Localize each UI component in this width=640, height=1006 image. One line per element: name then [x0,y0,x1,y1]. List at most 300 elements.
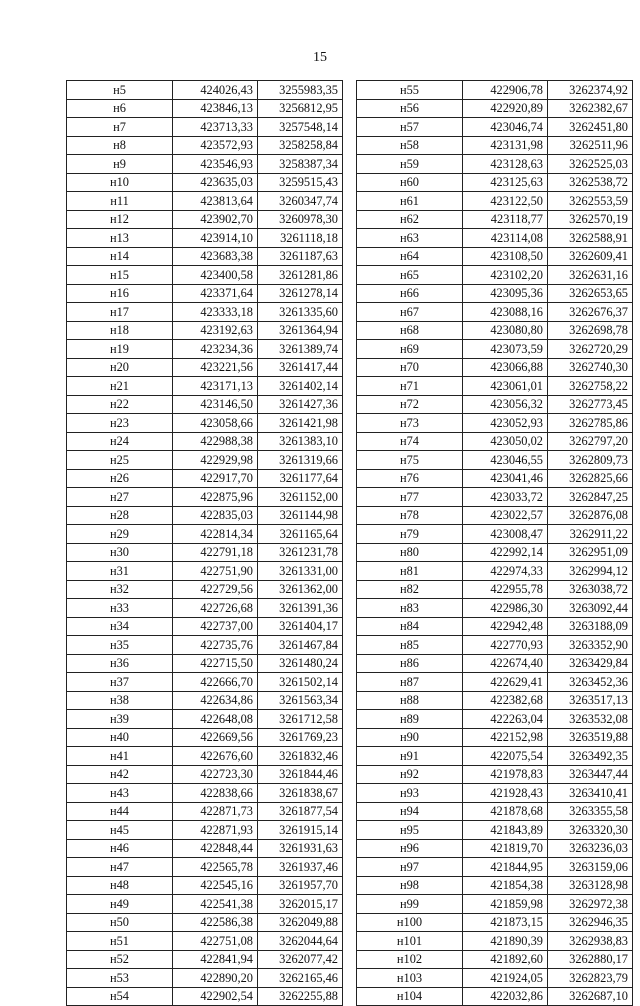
x-coordinate-cell: 422152,98 [463,728,548,747]
point-id-cell: н7 [67,118,173,137]
x-coordinate-cell: 423118,77 [463,210,548,229]
point-id-cell: н38 [67,691,173,710]
y-coordinate-cell: 3261319,66 [258,451,343,470]
x-coordinate-cell: 423813,64 [173,192,258,211]
y-coordinate-cell: 3262825,66 [548,469,633,488]
point-id-cell: н12 [67,210,173,229]
point-id-cell: н61 [357,192,463,211]
point-id-cell: н99 [357,895,463,914]
y-coordinate-cell: 3261957,70 [258,876,343,895]
y-coordinate-cell: 3262740,30 [548,358,633,377]
table-row [67,414,343,433]
table-row [67,839,343,858]
point-id-cell: н62 [357,210,463,229]
table-row [67,506,343,525]
point-id-cell: н85 [357,636,463,655]
table-row [67,747,343,766]
table-row [357,784,633,803]
table-row [357,469,633,488]
table-row [357,932,633,951]
point-id-cell: н8 [67,136,173,155]
point-id-cell: н68 [357,321,463,340]
table-row [357,395,633,414]
x-coordinate-cell: 423066,88 [463,358,548,377]
x-coordinate-cell: 423713,33 [173,118,258,137]
x-coordinate-cell: 422541,38 [173,895,258,914]
y-coordinate-cell: 3261152,00 [258,488,343,507]
x-coordinate-cell: 422726,68 [173,599,258,618]
table-row [357,340,633,359]
point-id-cell: н42 [67,765,173,784]
table-row [357,284,633,303]
table-row [67,784,343,803]
table-row [67,358,343,377]
x-coordinate-cell: 423400,58 [173,266,258,285]
x-coordinate-cell: 422545,16 [173,876,258,895]
table-row [67,562,343,581]
x-coordinate-cell: 423572,93 [173,136,258,155]
x-coordinate-cell: 422565,78 [173,858,258,877]
table-row [357,617,633,636]
table-row [67,895,343,914]
table-row [357,136,633,155]
point-id-cell: н35 [67,636,173,655]
y-coordinate-cell: 3262951,09 [548,543,633,562]
table-row [357,321,633,340]
table-row [67,229,343,248]
x-coordinate-cell: 422634,86 [173,691,258,710]
point-id-cell: н53 [67,969,173,988]
table-row [357,765,633,784]
x-coordinate-cell: 423008,47 [463,525,548,544]
x-coordinate-cell: 423221,56 [173,358,258,377]
point-id-cell: н36 [67,654,173,673]
point-id-cell: н48 [67,876,173,895]
point-id-cell: н43 [67,784,173,803]
y-coordinate-cell: 3261144,98 [258,506,343,525]
y-coordinate-cell: 3262773,45 [548,395,633,414]
y-coordinate-cell: 3263429,84 [548,654,633,673]
coordinates-table-right [356,80,633,1006]
table-row [67,525,343,544]
x-coordinate-cell: 422942,48 [463,617,548,636]
y-coordinate-cell: 3262994,12 [548,562,633,581]
point-id-cell: н44 [67,802,173,821]
table-row [357,950,633,969]
x-coordinate-cell: 422871,93 [173,821,258,840]
x-coordinate-cell: 422648,08 [173,710,258,729]
y-coordinate-cell: 3262382,67 [548,99,633,118]
y-coordinate-cell: 3261231,78 [258,543,343,562]
point-id-cell: н56 [357,99,463,118]
x-coordinate-cell: 423171,13 [173,377,258,396]
table-row [357,858,633,877]
x-coordinate-cell: 422770,93 [463,636,548,655]
table-row [67,210,343,229]
x-coordinate-cell: 423333,18 [173,303,258,322]
y-coordinate-cell: 3263452,36 [548,673,633,692]
y-coordinate-cell: 3263236,03 [548,839,633,858]
point-id-cell: н103 [357,969,463,988]
table-row [357,99,633,118]
y-coordinate-cell: 3261563,34 [258,691,343,710]
point-id-cell: н72 [357,395,463,414]
point-id-cell: н63 [357,229,463,248]
point-id-cell: н89 [357,710,463,729]
table-row [67,636,343,655]
point-id-cell: н86 [357,654,463,673]
x-coordinate-cell: 422848,44 [173,839,258,858]
y-coordinate-cell: 3262631,16 [548,266,633,285]
y-coordinate-cell: 3261187,63 [258,247,343,266]
point-id-cell: н21 [67,377,173,396]
table-row [357,543,633,562]
table-row [67,340,343,359]
y-coordinate-cell: 3258387,34 [258,155,343,174]
point-id-cell: н15 [67,266,173,285]
table-row [67,710,343,729]
point-id-cell: н45 [67,821,173,840]
table-row [67,118,343,137]
table-row [357,266,633,285]
y-coordinate-cell: 3263038,72 [548,580,633,599]
y-coordinate-cell: 3262797,20 [548,432,633,451]
table-row [357,303,633,322]
y-coordinate-cell: 3260347,74 [258,192,343,211]
table-row [357,913,633,932]
x-coordinate-cell: 423122,50 [463,192,548,211]
table-row [357,728,633,747]
y-coordinate-cell: 3262911,22 [548,525,633,544]
y-coordinate-cell: 3261118,18 [258,229,343,248]
table-row [357,580,633,599]
y-coordinate-cell: 3262570,19 [548,210,633,229]
y-coordinate-cell: 3263447,44 [548,765,633,784]
table-row [67,136,343,155]
x-coordinate-cell: 421844,95 [463,858,548,877]
x-coordinate-cell: 422902,54 [173,987,258,1006]
x-coordinate-cell: 423052,93 [463,414,548,433]
table-row [357,895,633,914]
x-coordinate-cell: 423902,70 [173,210,258,229]
x-coordinate-cell: 422715,50 [173,654,258,673]
table-row [357,876,633,895]
point-id-cell: н22 [67,395,173,414]
y-coordinate-cell: 3262165,46 [258,969,343,988]
table-row [67,247,343,266]
y-coordinate-cell: 3262847,25 [548,488,633,507]
y-coordinate-cell: 3262785,86 [548,414,633,433]
x-coordinate-cell: 421890,39 [463,932,548,951]
x-coordinate-cell: 422263,04 [463,710,548,729]
point-id-cell: н40 [67,728,173,747]
table-row [67,728,343,747]
x-coordinate-cell: 422841,94 [173,950,258,969]
x-coordinate-cell: 424026,43 [173,81,258,100]
y-coordinate-cell: 3261335,60 [258,303,343,322]
point-id-cell: н83 [357,599,463,618]
y-coordinate-cell: 3262015,17 [258,895,343,914]
table-row [67,451,343,470]
table-row [357,525,633,544]
table-row [67,617,343,636]
point-id-cell: н14 [67,247,173,266]
x-coordinate-cell: 423371,64 [173,284,258,303]
table-row [67,543,343,562]
x-coordinate-cell: 423061,01 [463,377,548,396]
table-row [357,155,633,174]
y-coordinate-cell: 3260978,30 [258,210,343,229]
x-coordinate-cell: 422871,73 [173,802,258,821]
x-coordinate-cell: 422737,00 [173,617,258,636]
y-coordinate-cell: 3261362,00 [258,580,343,599]
point-id-cell: н23 [67,414,173,433]
point-id-cell: н94 [357,802,463,821]
point-id-cell: н55 [357,81,463,100]
point-id-cell: н91 [357,747,463,766]
x-coordinate-cell: 422838,66 [173,784,258,803]
point-id-cell: н26 [67,469,173,488]
point-id-cell: н88 [357,691,463,710]
x-coordinate-cell: 422751,08 [173,932,258,951]
x-coordinate-cell: 421978,83 [463,765,548,784]
y-coordinate-cell: 3263092,44 [548,599,633,618]
table-row [67,266,343,285]
y-coordinate-cell: 3261838,67 [258,784,343,803]
point-id-cell: н46 [67,839,173,858]
point-id-cell: н5 [67,81,173,100]
point-id-cell: н81 [357,562,463,581]
point-id-cell: н77 [357,488,463,507]
x-coordinate-cell: 422992,14 [463,543,548,562]
y-coordinate-cell: 3263188,09 [548,617,633,636]
y-coordinate-cell: 3261402,14 [258,377,343,396]
y-coordinate-cell: 3261389,74 [258,340,343,359]
point-id-cell: н70 [357,358,463,377]
table-row [67,858,343,877]
y-coordinate-cell: 3261278,14 [258,284,343,303]
point-id-cell: н101 [357,932,463,951]
y-coordinate-cell: 3258258,84 [258,136,343,155]
y-coordinate-cell: 3262823,79 [548,969,633,988]
y-coordinate-cell: 3262676,37 [548,303,633,322]
x-coordinate-cell: 422917,70 [173,469,258,488]
point-id-cell: н20 [67,358,173,377]
point-id-cell: н10 [67,173,173,192]
x-coordinate-cell: 423056,32 [463,395,548,414]
table-row [67,580,343,599]
y-coordinate-cell: 3262525,03 [548,155,633,174]
point-id-cell: н47 [67,858,173,877]
y-coordinate-cell: 3262511,96 [548,136,633,155]
point-id-cell: н13 [67,229,173,248]
point-id-cell: н76 [357,469,463,488]
y-coordinate-cell: 3262653,65 [548,284,633,303]
point-id-cell: н52 [67,950,173,969]
point-id-cell: н73 [357,414,463,433]
y-coordinate-cell: 3262255,88 [258,987,343,1006]
point-id-cell: н78 [357,506,463,525]
table-row [357,710,633,729]
table-row [67,432,343,451]
point-id-cell: н39 [67,710,173,729]
y-coordinate-cell: 3255983,35 [258,81,343,100]
table-row [357,210,633,229]
point-id-cell: н64 [357,247,463,266]
x-coordinate-cell: 422723,30 [173,765,258,784]
x-coordinate-cell: 423108,50 [463,247,548,266]
y-coordinate-cell: 3261467,84 [258,636,343,655]
table-row [357,747,633,766]
y-coordinate-cell: 3263159,06 [548,858,633,877]
table-row [67,173,343,192]
y-coordinate-cell: 3262946,35 [548,913,633,932]
table-row [67,765,343,784]
x-coordinate-cell: 422674,40 [463,654,548,673]
x-coordinate-cell: 422791,18 [173,543,258,562]
table-row [67,81,343,100]
y-coordinate-cell: 3261383,10 [258,432,343,451]
table-row [357,673,633,692]
y-coordinate-cell: 3262972,38 [548,895,633,914]
y-coordinate-cell: 3262687,10 [548,987,633,1006]
y-coordinate-cell: 3259515,43 [258,173,343,192]
x-coordinate-cell: 422988,38 [173,432,258,451]
point-id-cell: н34 [67,617,173,636]
table-row [357,358,633,377]
x-coordinate-cell: 423073,59 [463,340,548,359]
y-coordinate-cell: 3261281,86 [258,266,343,285]
x-coordinate-cell: 422075,54 [463,747,548,766]
x-coordinate-cell: 422676,60 [173,747,258,766]
table-row [357,969,633,988]
x-coordinate-cell: 422382,68 [463,691,548,710]
y-coordinate-cell: 3263532,08 [548,710,633,729]
point-id-cell: н50 [67,913,173,932]
x-coordinate-cell: 423192,63 [173,321,258,340]
y-coordinate-cell: 3261480,24 [258,654,343,673]
x-coordinate-cell: 423095,36 [463,284,548,303]
table-row [357,451,633,470]
y-coordinate-cell: 3263519,88 [548,728,633,747]
point-id-cell: н96 [357,839,463,858]
table-row [67,821,343,840]
point-id-cell: н6 [67,99,173,118]
x-coordinate-cell: 421924,05 [463,969,548,988]
x-coordinate-cell: 421843,89 [463,821,548,840]
table-row [357,821,633,840]
point-id-cell: н49 [67,895,173,914]
table-row [357,173,633,192]
point-id-cell: н60 [357,173,463,192]
y-coordinate-cell: 3262720,29 [548,340,633,359]
x-coordinate-cell: 421854,38 [463,876,548,895]
x-coordinate-cell: 422955,78 [463,580,548,599]
y-coordinate-cell: 3262876,08 [548,506,633,525]
coordinates-table-left [66,80,343,1006]
table-row [67,192,343,211]
point-id-cell: н90 [357,728,463,747]
x-coordinate-cell: 421892,60 [463,950,548,969]
table-row [67,395,343,414]
point-id-cell: н9 [67,155,173,174]
point-id-cell: н27 [67,488,173,507]
y-coordinate-cell: 3261404,17 [258,617,343,636]
point-id-cell: н66 [357,284,463,303]
y-coordinate-cell: 3262588,91 [548,229,633,248]
y-coordinate-cell: 3261931,63 [258,839,343,858]
y-coordinate-cell: 3263410,41 [548,784,633,803]
x-coordinate-cell: 423635,03 [173,173,258,192]
y-coordinate-cell: 3262758,22 [548,377,633,396]
x-coordinate-cell: 422735,76 [173,636,258,655]
y-coordinate-cell: 3262044,64 [258,932,343,951]
table-row [67,802,343,821]
table-row [67,691,343,710]
x-coordinate-cell: 423058,66 [173,414,258,433]
x-coordinate-cell: 423102,20 [463,266,548,285]
y-coordinate-cell: 3262374,92 [548,81,633,100]
point-id-cell: н25 [67,451,173,470]
point-id-cell: н82 [357,580,463,599]
x-coordinate-cell: 421878,68 [463,802,548,821]
x-coordinate-cell: 423033,72 [463,488,548,507]
table-row [357,118,633,137]
x-coordinate-cell: 421873,15 [463,913,548,932]
table-row [67,488,343,507]
point-id-cell: н102 [357,950,463,969]
x-coordinate-cell: 421819,70 [463,839,548,858]
table-row [357,377,633,396]
y-coordinate-cell: 3262938,83 [548,932,633,951]
table-row [67,155,343,174]
x-coordinate-cell: 423114,08 [463,229,548,248]
y-coordinate-cell: 3263517,13 [548,691,633,710]
table-row [67,303,343,322]
x-coordinate-cell: 422669,56 [173,728,258,747]
point-id-cell: н32 [67,580,173,599]
y-coordinate-cell: 3262553,59 [548,192,633,211]
y-coordinate-cell: 3257548,14 [258,118,343,137]
y-coordinate-cell: 3263352,90 [548,636,633,655]
x-coordinate-cell: 422929,98 [173,451,258,470]
y-coordinate-cell: 3261769,23 [258,728,343,747]
table-row [357,636,633,655]
x-coordinate-cell: 422751,90 [173,562,258,581]
table-row [67,673,343,692]
x-coordinate-cell: 423146,50 [173,395,258,414]
point-id-cell: н24 [67,432,173,451]
y-coordinate-cell: 3261417,44 [258,358,343,377]
table-row [67,876,343,895]
point-id-cell: н54 [67,987,173,1006]
y-coordinate-cell: 3262451,80 [548,118,633,137]
y-coordinate-cell: 3256812,95 [258,99,343,118]
y-coordinate-cell: 3262809,73 [548,451,633,470]
point-id-cell: н67 [357,303,463,322]
y-coordinate-cell: 3261712,58 [258,710,343,729]
y-coordinate-cell: 3261502,14 [258,673,343,692]
table-row [357,81,633,100]
x-coordinate-cell: 422666,70 [173,673,258,692]
point-id-cell: н95 [357,821,463,840]
table-row [357,506,633,525]
point-id-cell: н16 [67,284,173,303]
x-coordinate-cell: 422729,56 [173,580,258,599]
y-coordinate-cell: 3261177,64 [258,469,343,488]
table-row [357,562,633,581]
x-coordinate-cell: 422814,34 [173,525,258,544]
